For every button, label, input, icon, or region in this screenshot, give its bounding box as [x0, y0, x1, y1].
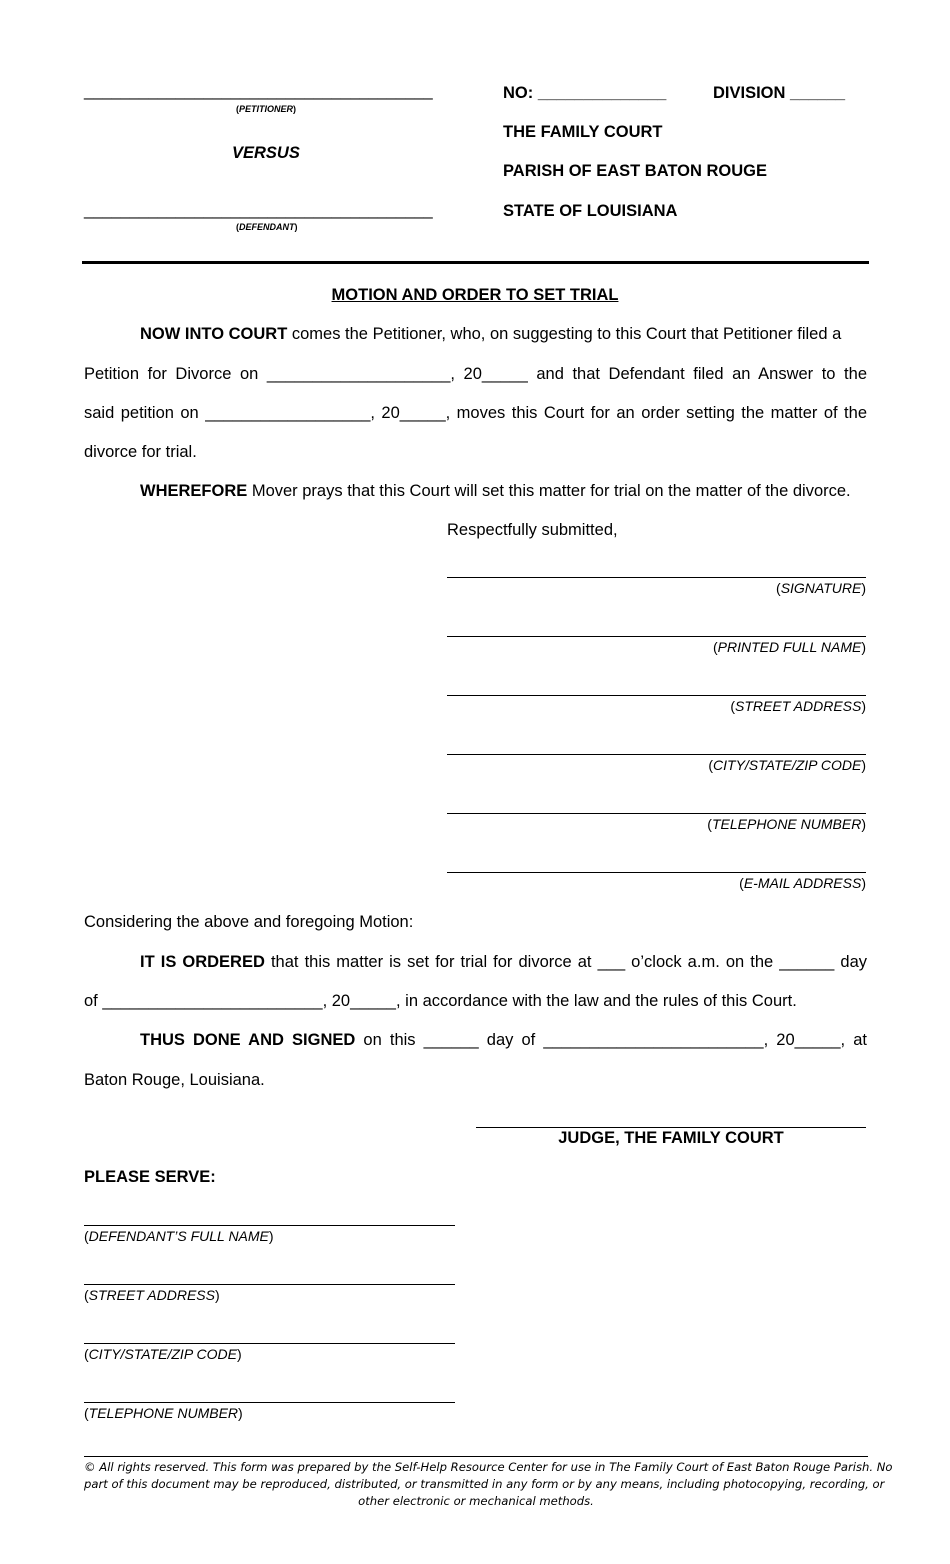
serve-defendant-name-line[interactable]	[84, 1225, 455, 1226]
serve-city-line[interactable]	[84, 1343, 455, 1344]
please-serve-heading: PLEASE SERVE:	[84, 1168, 216, 1186]
motion-line-2[interactable]: Petition for Divorce on ____________________, 20_____ and that Defendant filed an Answer to the	[84, 365, 867, 383]
signature-line[interactable]	[447, 577, 866, 578]
parish-name: PARISH OF EAST BATON ROUGE	[503, 162, 768, 180]
judge-signature-line[interactable]	[476, 1127, 866, 1128]
serve-telephone-line[interactable]	[84, 1402, 455, 1403]
petitioner-label: (PETITIONER)	[236, 104, 297, 114]
respectfully-submitted: Respectfully submitted,	[447, 521, 618, 539]
footer-line-3: other electronic or mechanical methods.	[358, 1494, 594, 1508]
serve-street-caption: (STREET ADDRESS)	[84, 1287, 220, 1303]
versus-label: VERSUS	[232, 144, 300, 162]
motion-line-3[interactable]: said petition on __________________, 20_____, moves this Court for an order setting the matter of the	[84, 404, 867, 422]
court-name: THE FAMILY COURT	[503, 123, 663, 141]
state-name: STATE OF LOUISIANA	[503, 202, 678, 220]
caption-divider	[82, 261, 869, 264]
motion-line-4: divorce for trial.	[84, 443, 197, 461]
city-state-zip-caption: (CITY/STATE/ZIP CODE)	[708, 757, 866, 773]
judge-caption: JUDGE, THE FAMILY COURT	[558, 1129, 784, 1147]
footer-line-2: part of this document may be reproduced, distributed, or transmitted in any form or by any means, including photocopying, recording, or	[84, 1477, 885, 1491]
serve-city-caption: (CITY/STATE/ZIP CODE)	[84, 1346, 242, 1362]
printed-name-caption: (PRINTED FULL NAME)	[712, 639, 866, 655]
serve-defendant-name-caption: (DEFENDANT’S FULL NAME)	[84, 1228, 274, 1244]
case-number-field[interactable]: NO: ______________	[503, 84, 667, 102]
street-address-line[interactable]	[447, 695, 866, 696]
city-state-zip-line[interactable]	[447, 754, 866, 755]
email-line[interactable]	[447, 872, 866, 873]
order-line-1[interactable]: IT IS ORDERED that this matter is set for trial for divorce at ___ o’clock a.m. on the ______ day	[140, 953, 867, 971]
signature-caption: (SIGNATURE)	[776, 580, 866, 596]
street-address-caption: (STREET ADDRESS)	[730, 698, 866, 714]
division-field[interactable]: DIVISION ______	[713, 84, 846, 102]
motion-paragraph-2: WHEREFORE Mover prays that this Court will set this matter for trial on the matter of the divorce.	[140, 482, 851, 500]
defendant-label: (DEFENDANT)	[236, 222, 298, 232]
copyright-footer	[84, 1456, 893, 1510]
defendant-blank[interactable]: ______________________________________	[84, 201, 433, 219]
serve-telephone-caption: (TELEPHONE NUMBER)	[84, 1405, 243, 1421]
order-line-4: Baton Rouge, Louisiana.	[84, 1071, 265, 1089]
serve-street-line[interactable]	[84, 1284, 455, 1285]
telephone-line[interactable]	[447, 813, 866, 814]
printed-name-line[interactable]	[447, 636, 866, 637]
considering-text: Considering the above and foregoing Motion:	[84, 913, 414, 931]
telephone-caption: (TELEPHONE NUMBER)	[707, 816, 866, 832]
petitioner-blank[interactable]: ______________________________________	[84, 82, 433, 100]
email-caption: (E-MAIL ADDRESS)	[739, 875, 866, 891]
motion-paragraph-1: NOW INTO COURT comes the Petitioner, who, on suggesting to this Court that Petitioner filed a	[140, 325, 842, 343]
footer-line-1: © All rights reserved. This form was prepared by the Self-Help Resource Center for use in The Family Court of East Baton Rouge Parish. No	[84, 1460, 893, 1474]
order-line-2[interactable]: of ________________________, 20_____, in accordance with the law and the rules of this Court.	[84, 992, 797, 1010]
document-title: MOTION AND ORDER TO SET TRIAL	[331, 286, 619, 304]
order-line-3[interactable]: THUS DONE AND SIGNED on this ______ day of ________________________, 20_____, at	[140, 1031, 867, 1049]
